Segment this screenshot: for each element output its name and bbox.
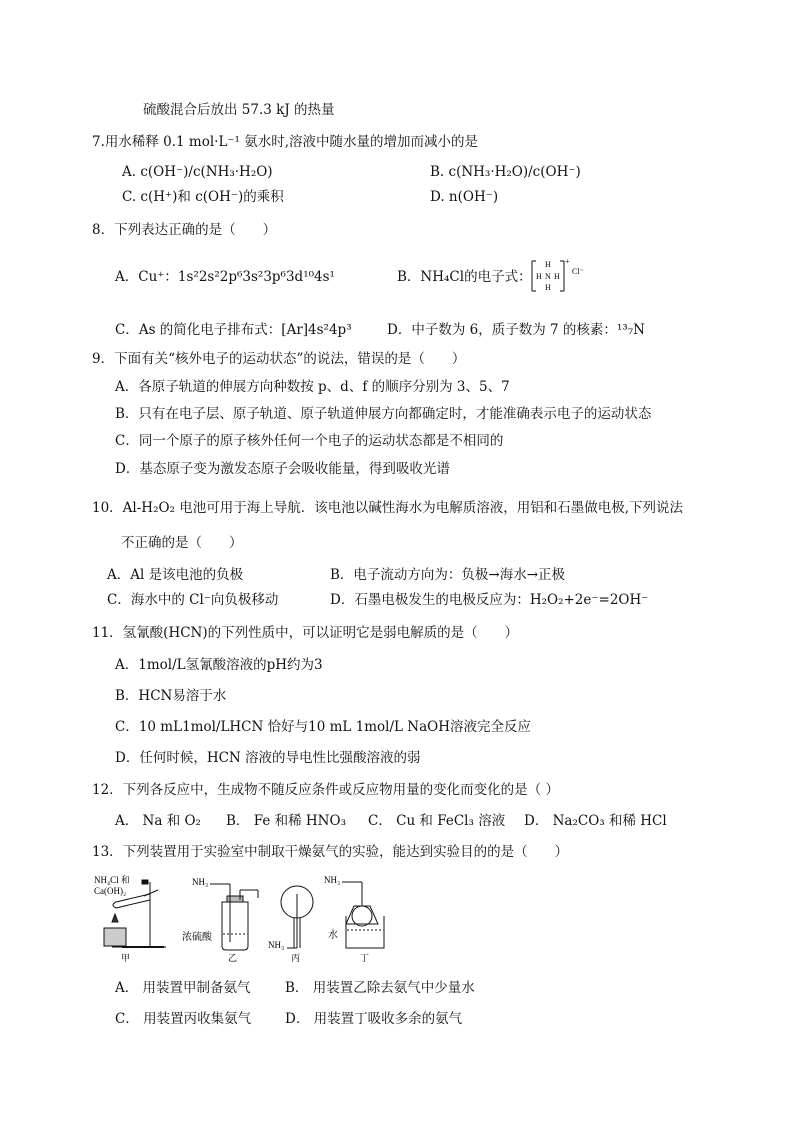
yi-acid: 浓硫酸: [182, 932, 212, 943]
q7-option-a: A. c(OH⁻)/c(NH₃·H₂O): [122, 164, 273, 180]
q6-continuation: 硫酸混合后放出 57.3 kJ 的热量: [143, 102, 335, 118]
q11-option-a: A．1mol/L氢氰酸溶液的pH约为3: [115, 657, 323, 673]
q9-option-b: B．只有在电子层、原子轨道、原子轨道伸展方向都确定时，才能准确表示电子的运动状态: [115, 406, 652, 422]
q13-option-c: C． 用装置丙收集氨气: [115, 1011, 252, 1027]
n-center: N: [545, 272, 551, 281]
h-left: H: [536, 272, 542, 281]
h-bottom: H: [545, 283, 551, 292]
ding-water: 水: [328, 930, 338, 941]
q8-option-b: [397, 268, 532, 286]
apparatus-yi: [210, 884, 258, 950]
nh4cl-electron-dot-diagram: [528, 255, 598, 295]
q12-option-a: A． Na 和 O₂: [115, 813, 201, 829]
q10-option-b: B．电子流动方向为：负极→海水→正极: [330, 567, 566, 583]
q8-option-c: C．As 的简化电子排布式：[Ar]4s²4p³: [115, 322, 352, 338]
q9-option-d: D．基态原子变为激发态原子会吸收能量，得到吸收光谱: [115, 461, 450, 477]
q7-option-c: C. c(H⁺)和 c(OH⁻)的乘积: [122, 189, 284, 205]
h-right: H: [554, 272, 560, 281]
question-12: 12．下列各反应中，生成物不随反应条件或反应物用量的变化而变化的是（ ）: [92, 782, 559, 798]
bing-label: 丙: [291, 953, 301, 963]
q11-option-d: D．任何时候，HCN 溶液的导电性比强酸溶液的弱: [115, 750, 421, 766]
q7-option-d: D. n(OH⁻): [430, 189, 499, 205]
yi-gas: NH₃: [192, 877, 209, 887]
plus-charge: +: [565, 257, 570, 266]
q9-option-a: A．各原子轨道的伸展方向种数按 p、d、f 的顺序分别为 3、5、7: [115, 379, 510, 395]
question-7: 7.用水稀释 0.1 mol·L⁻¹ 氨水时,溶液中随水量的增加而减小的是: [92, 134, 479, 150]
q10-option-c: C．海水中的 Cl⁻向负极移动: [107, 592, 279, 608]
yi-label: 乙: [228, 953, 238, 963]
question-10-cont: 不正确的是（ ）: [121, 535, 243, 551]
question-11: 11．氢氰酸(HCN)的下列性质中，可以证明它是弱电解质的是（ ）: [92, 625, 519, 641]
bing-gas: NH₃: [268, 940, 285, 950]
q11-option-c: C．10 mL1mol/LHCN 恰好与10 mL 1mol/L NaOH溶液完全反应: [115, 719, 531, 735]
q8-option-a: A．Cu⁺：1s²2s²2p⁶3s²3p⁶3d¹⁰4s¹: [115, 269, 335, 285]
apparatus-ding: [342, 882, 384, 948]
q10-option-d: D．石墨电极发生的电极反应为：H₂O₂+2e⁻=2OH⁻: [330, 592, 649, 608]
jia-label: 甲: [121, 953, 131, 963]
ding-label: 丁: [360, 953, 370, 963]
q12-option-b: B． Fe 和稀 HNO₃: [226, 813, 346, 829]
jia-reagent-2: Ca(OH)₂: [94, 886, 127, 896]
q11-option-b: B．HCN易溶于水: [115, 688, 227, 704]
q8-option-b-label: B．NH₄Cl的电子式：: [397, 269, 532, 285]
q9-option-c: C．同一个原子的原子核外任何一个电子的运动状态都是不相同的: [115, 433, 504, 449]
nuclide-symbol: ¹³₇N: [616, 322, 645, 338]
q7-option-b: B. c(NH₃·H₂O)/c(OH⁻): [430, 164, 581, 180]
q10-option-a: A．Al 是该电池的负极: [107, 567, 244, 583]
question-8: 8．下列表达正确的是（ ）: [92, 222, 277, 238]
apparatus-bing: [281, 886, 313, 948]
q13-option-d: D． 用装置丁吸收多余的氨气: [285, 1011, 463, 1027]
q12-option-d: D． Na₂CO₃ 和稀 HCl: [524, 813, 667, 829]
chloride-ion: Cl⁻: [572, 267, 584, 276]
q12-option-c: C． Cu 和 FeCl₃ 溶液: [368, 813, 506, 829]
q13-option-a: A． 用装置甲制备氨气: [115, 980, 251, 996]
jia-reagent-1: NH₄Cl 和: [94, 875, 130, 885]
question-9: 9．下面有关“核外电子的运动状态”的说法，错误的是（ ）: [92, 351, 466, 367]
q8-option-d-label: D．中子数为 6，质子数为 7 的核素：: [387, 322, 617, 338]
q8-option-d: [387, 321, 645, 339]
h-top: H: [545, 260, 551, 269]
ding-gas: NH₃: [324, 875, 341, 885]
q13-option-b: B． 用装置乙除去氨气中少量水: [285, 980, 475, 996]
question-10: 10．Al-H₂O₂ 电池可用于海上导航．该电池以碱性海水为电解质溶液，用铝和石墨做电极,下列说法: [92, 500, 684, 516]
question-13: 13．下列装置用于实验室中制取干燥氨气的实验，能达到实验目的的是（ ）: [92, 844, 569, 860]
apparatus-figure: [92, 872, 392, 964]
